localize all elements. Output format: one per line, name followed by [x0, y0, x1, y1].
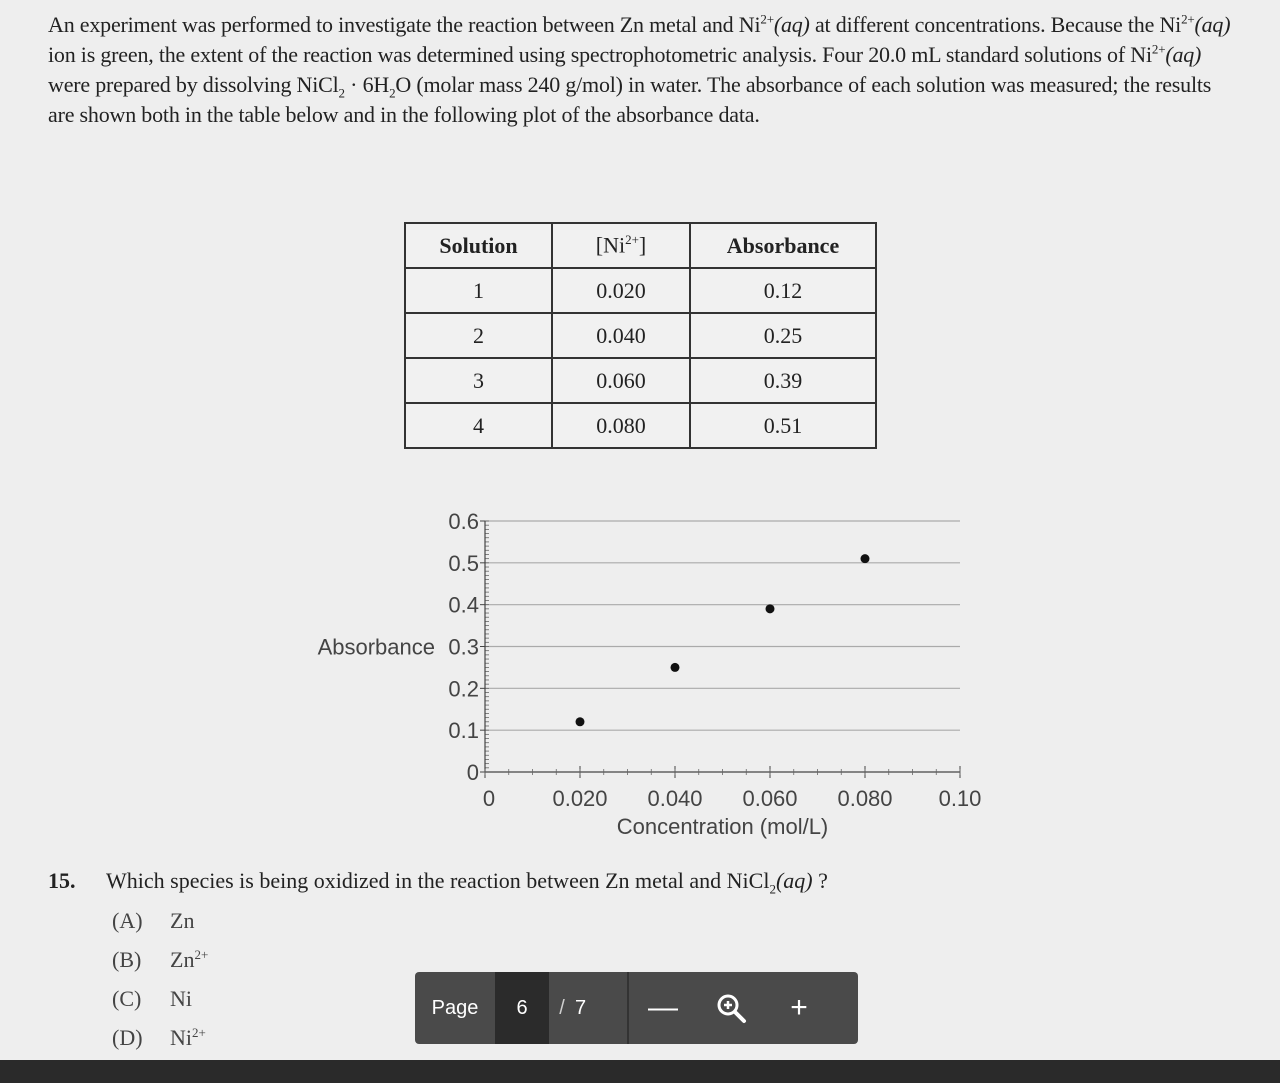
chart-svg — [280, 500, 1000, 850]
cell-solution: 1 — [405, 268, 552, 313]
bottom-bar — [0, 1060, 1280, 1083]
data-point — [861, 554, 870, 563]
data-point — [766, 604, 775, 613]
table-row — [405, 313, 876, 358]
x-tick-label: 0.040 — [647, 786, 703, 811]
magnifier-icon — [714, 991, 748, 1025]
question-text: Which species is being oxidized in the reaction between Zn metal and NiCl$_2$(aq) ? — [106, 868, 828, 897]
data-point — [576, 717, 585, 726]
x-tick-label: 0.060 — [742, 786, 798, 811]
cell-solution: 3 — [405, 358, 552, 403]
cell-absorbance: 0.39 — [690, 358, 876, 403]
header-concentration: $[Ni^{2+}]$ — [552, 223, 690, 268]
table-row — [405, 358, 876, 403]
header-solution: Solution — [405, 223, 552, 268]
absorbance-chart — [280, 500, 1000, 850]
header-absorbance: Absorbance — [690, 223, 876, 268]
zoom-in-button[interactable]: + — [790, 991, 808, 1024]
y-tick-label: 0.5 — [448, 550, 479, 576]
y-tick-label: 0.3 — [448, 634, 479, 660]
choice-d[interactable]: (D) Ni 2+ — [112, 1025, 206, 1050]
y-tick-label: 0.6 — [448, 509, 479, 534]
cell-concentration: 0.080 — [552, 403, 690, 448]
pdf-toolbar — [415, 972, 858, 1044]
cell-absorbance: 0.25 — [690, 313, 876, 358]
question-number: 15. — [48, 868, 76, 893]
table-header-row — [405, 223, 876, 268]
cell-solution: 4 — [405, 403, 552, 448]
table-row — [405, 268, 876, 313]
current-page-input[interactable]: 6 — [495, 972, 549, 1044]
total-pages: 7 — [575, 996, 587, 1019]
zoom-out-button[interactable]: — — [648, 991, 678, 1024]
page-separator: / — [559, 996, 565, 1019]
y-tick-label: 0 — [466, 760, 479, 785]
y-tick-label: 0.4 — [448, 592, 479, 618]
cell-concentration: 0.020 — [552, 268, 690, 313]
zoom-icon[interactable] — [697, 972, 765, 1044]
x-tick-label: 0 — [482, 786, 496, 811]
absorbance-table — [404, 222, 877, 449]
choice-a[interactable]: (A) Zn — [112, 908, 195, 933]
data-point — [671, 663, 680, 672]
cell-absorbance: 0.51 — [690, 403, 876, 448]
cell-concentration: 0.040 — [552, 313, 690, 358]
table-row — [405, 403, 876, 448]
y-tick-label: 0.1 — [448, 718, 479, 744]
x-tick-label: 0.10 — [938, 786, 982, 811]
cell-concentration: 0.060 — [552, 358, 690, 403]
cell-solution: 2 — [405, 313, 552, 358]
y-axis-label: Absorbance — [317, 634, 435, 660]
intro-paragraph: An experiment was performed to investigate the reaction between Zn metal and $Ni^{2+}(aq)$ at different concentrations. Because the $Ni^{2+}(aq)$ ion is green, the extent of the reaction was determined using spectrophotometric analysis. Four 20.0 mL standard solutions of $Ni^{2+}(aq)$ were prepared by dissolving NiCl$_2$ · $6H_2O$ (molar mass 240 g/mol) in water. The absorbance of each solution was measured; the results are shown both in the table below and in the following plot of the absorbance data. — [48, 11, 1231, 127]
choice-c[interactable]: (C) Ni — [112, 986, 192, 1011]
y-tick-label: 0.2 — [448, 676, 479, 702]
cell-absorbance: 0.12 — [690, 268, 876, 313]
x-tick-label: 0.080 — [837, 786, 893, 811]
x-axis-label: Concentration (mol/L) — [616, 814, 829, 839]
answer-choices — [112, 908, 208, 1064]
choice-b[interactable]: (B) Zn 2+ — [112, 947, 209, 972]
x-tick-label: 0.020 — [552, 786, 608, 811]
page-label: Page — [431, 996, 479, 1019]
